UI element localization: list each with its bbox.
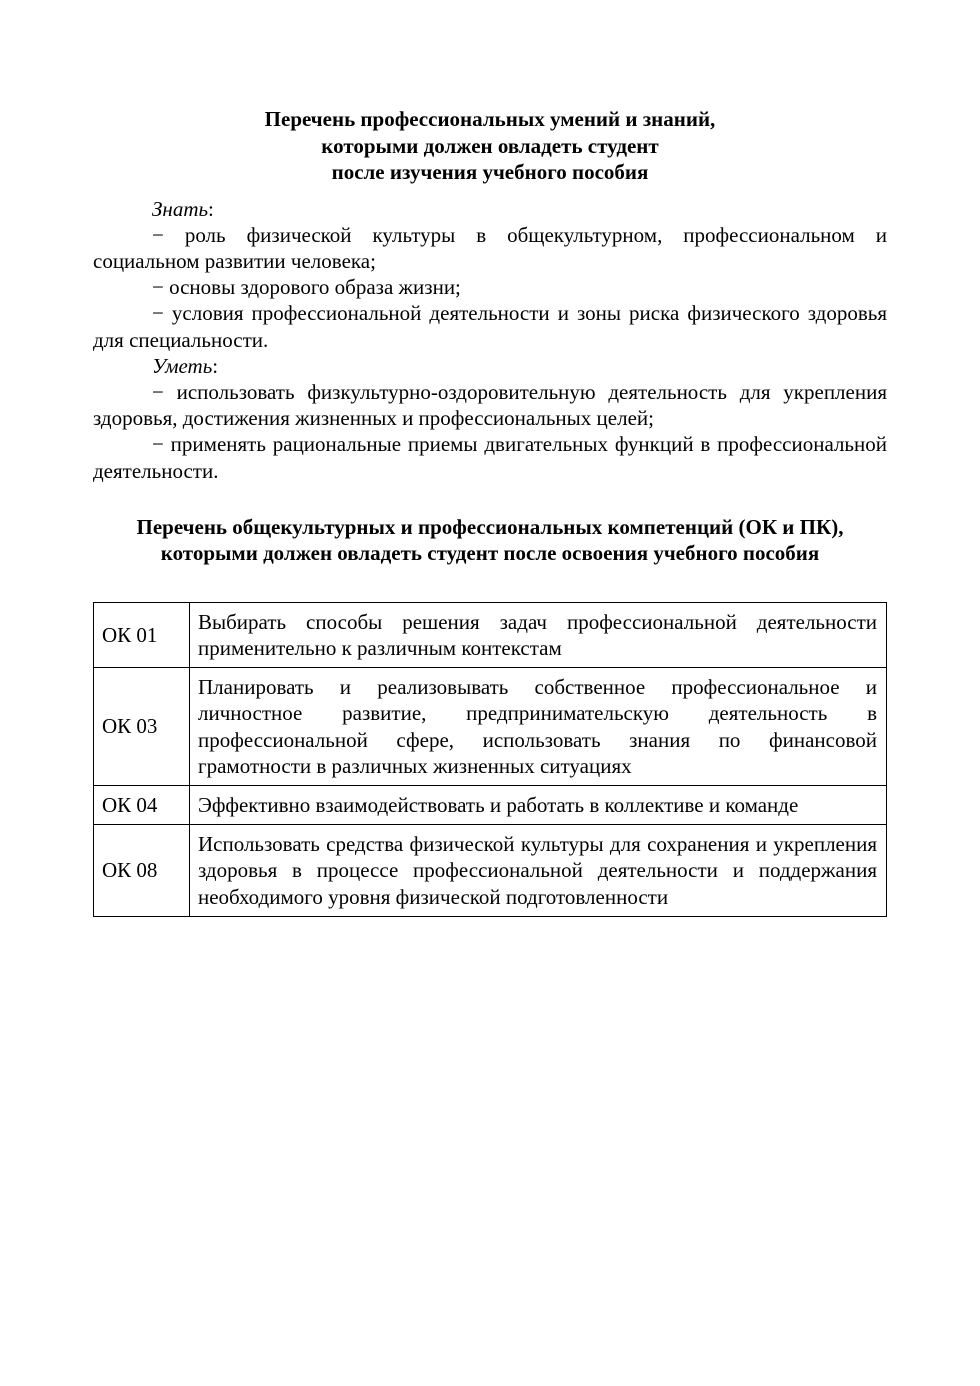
competency-description: Планировать и реализовывать собственное профессиональное и личностное развитие, предпринимательскую деятельность в профессиональной сфере, использовать знания по финансовой грамотности в различных жизненных ситуациях	[190, 668, 887, 786]
table-row	[94, 668, 887, 786]
table-row	[94, 785, 887, 824]
know-item: − роль физической культуры в общекультурном, профессиональном и социальном развитии человека;	[93, 222, 887, 273]
can-label: Уметь	[152, 353, 213, 378]
know-item: − основы здорового образа жизни;	[152, 275, 461, 300]
competencies-heading	[93, 514, 887, 567]
heading-line: Перечень профессиональных умений и знаний,	[264, 107, 716, 131]
competency-code: ОК 08	[94, 825, 190, 917]
heading-line: которыми должен овладеть студент	[321, 133, 659, 158]
know-label: Знать	[152, 196, 209, 221]
competency-code: ОК 04	[94, 785, 190, 824]
document-page	[93, 106, 887, 917]
can-label-paragraph: Уметь:	[152, 353, 219, 378]
competency-description: Эффективно взаимодействовать и работать в коллективе и команде	[190, 785, 887, 824]
know-label-paragraph: Знать:	[152, 196, 214, 221]
heading-line: Перечень общекультурных и профессиональных компетенций (ОК и ПК),	[136, 514, 844, 539]
know-item: − условия профессиональной деятельности и зоны риска физического здоровья для специальности.	[93, 301, 887, 352]
can-item: − применять рациональные приемы двигательных функций в профессиональной деятельности.	[93, 432, 887, 483]
can-item: − использовать физкультурно-оздоровительную деятельность для укрепления здоровья, достижения жизненных и профессиональных целей;	[93, 379, 887, 431]
competency-description: Выбирать способы решения задач профессиональной деятельности применительно к различным контекстам	[190, 602, 887, 667]
heading-line: которыми должен овладеть студент после освоения учебного пособия	[160, 541, 820, 566]
competency-code: ОК 03	[94, 668, 190, 786]
competency-code: ОК 01	[94, 602, 190, 667]
competency-description: Использовать средства физической культуры для сохранения и укрепления здоровья в процессе профессиональной деятельности и поддержания необходимого уровня физической подготовленности	[190, 825, 887, 917]
competencies-table	[93, 602, 887, 917]
table-row	[94, 602, 887, 667]
skills-knowledge-heading	[93, 106, 887, 186]
knowledge-skills-list	[93, 196, 887, 484]
table-row	[94, 825, 887, 917]
heading-line: после изучения учебного пособия	[331, 160, 649, 184]
